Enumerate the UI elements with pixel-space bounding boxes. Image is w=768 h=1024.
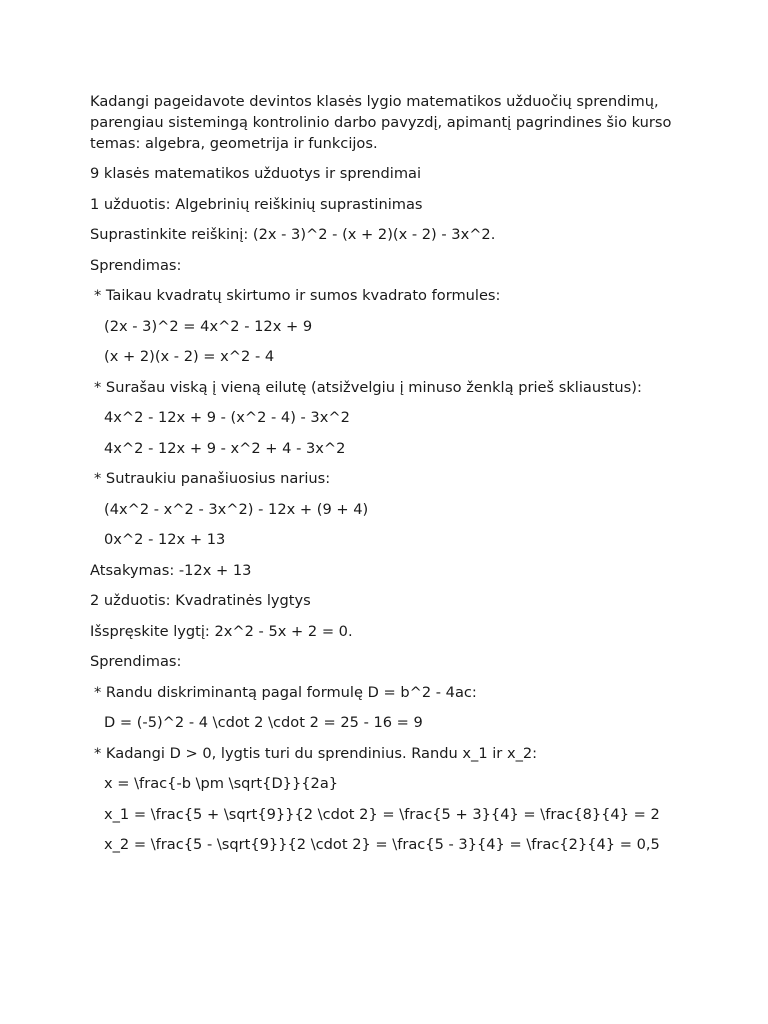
task1-step1: * Taikau kvadratų skirtumo ir sumos kvadrato formules:: [94, 287, 501, 304]
task1-step3: * Sutraukiu panašiuosius narius:: [94, 470, 331, 487]
task2-step1: * Randu diskriminantą pagal formulę D = b^2 - 4ac:: [94, 683, 477, 701]
task1-solution-label: Sprendimas:: [90, 256, 182, 274]
document-page: [90, 91, 680, 865]
task1-equation-5: (4x^2 - x^2 - 3x^2) - 12x + (9 + 4): [104, 500, 369, 518]
task2-equation-1: D = (-5)^2 - 4 \cdot 2 \cdot 2 = 25 - 16 = 9: [104, 714, 423, 731]
task2-equation-2: x = \frac{-b \pm \sqrt{D}}{2a}: [104, 775, 339, 792]
task1-heading: 1 užduotis: Algebrinių reiškinių suprastinimas: [90, 195, 423, 213]
document-title: 9 klasės matematikos užduotys ir sprendimai: [90, 165, 422, 182]
task1-equation-2: (x + 2)(x - 2) = x^2 - 4: [104, 348, 275, 365]
intro-paragraph: Kadangi pageidavote devintos klasės lygio matematikos užduočių sprendimų, parengiau sistemingą kontrolinio darbo pavyzdį, apimantį pagrindines šio kurso temas: algebra, geometrija ir funkcijos.: [90, 93, 677, 152]
task1-equation-6: 0x^2 - 12x + 13: [104, 531, 226, 548]
task1-prompt: Suprastinkite reiškinį: (2x - 3)^2 - (x + 2)(x - 2) - 3x^2.: [90, 226, 496, 243]
task1-equation-3: 4x^2 - 12x + 9 - (x^2 - 4) - 3x^2: [104, 409, 350, 426]
task2-solution-label: Sprendimas:: [90, 653, 182, 670]
task2-equation-3: x_1 = \frac{5 + \sqrt{9}}{2 \cdot 2} = \frac{5 + 3}{4} = \frac{8}{4} = 2: [104, 805, 660, 823]
task2-equation-4: x_2 = \frac{5 - \sqrt{9}}{2 \cdot 2} = \frac{5 - 3}{4} = \frac{2}{4} = 0,5: [104, 836, 660, 853]
task1-step2: * Surašau viską į vieną eilutę (atsižvelgiu į minuso ženklą prieš skliaustus):: [94, 378, 642, 396]
task1-answer: Atsakymas: -12x + 13: [90, 561, 252, 579]
task1-equation-1: (2x - 3)^2 = 4x^2 - 12x + 9: [104, 317, 313, 335]
task2-step2: * Kadangi D > 0, lygtis turi du sprendinius. Randu x_1 ir x_2:: [94, 744, 538, 762]
task1-equation-4: 4x^2 - 12x + 9 - x^2 + 4 - 3x^2: [104, 439, 346, 457]
task2-heading: 2 užduotis: Kvadratinės lygtys: [90, 592, 311, 609]
task2-prompt: Išspręskite lygtį: 2x^2 - 5x + 2 = 0.: [90, 622, 353, 640]
